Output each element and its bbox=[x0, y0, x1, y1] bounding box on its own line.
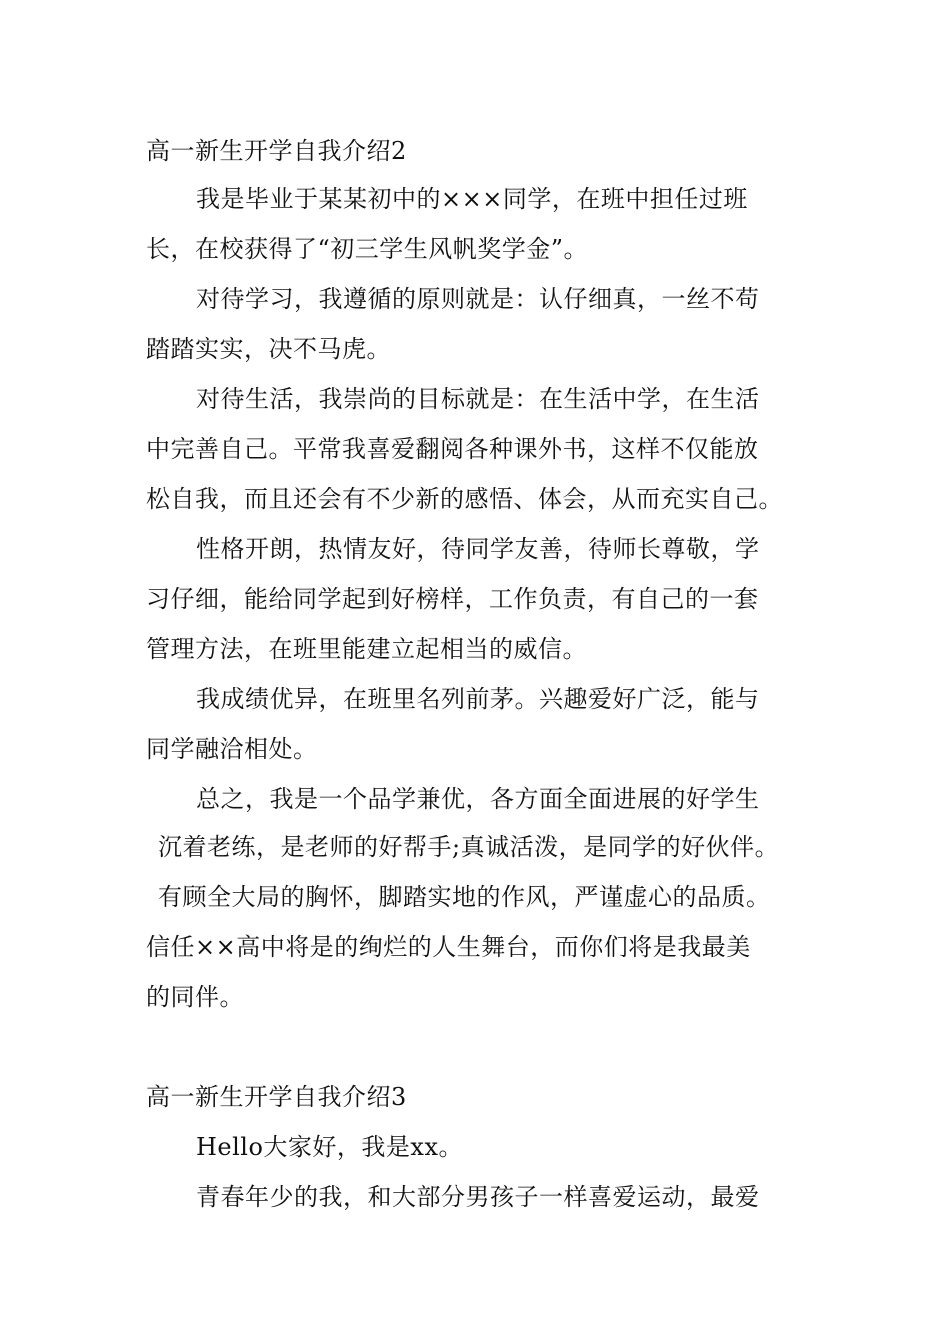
paragraph-line: 总之，我是一个品学兼优，各方面全面进展的好学生 bbox=[196, 785, 760, 813]
paragraph-line: 性格开朗，热情友好，待同学友善，待师长尊敬，学 bbox=[196, 535, 760, 563]
section-title: 高一新生开学自我介绍3 bbox=[146, 1083, 407, 1111]
paragraph-line: 沉着老练，是老师的好帮手;真诚活泼，是同学的好伙伴。 bbox=[158, 833, 780, 861]
paragraph-line: 管理方法，在班里能建立起相当的威信。 bbox=[146, 635, 587, 663]
paragraph-line: 对待学习，我遵循的原则就是：认仔细真，一丝不苟 bbox=[196, 285, 760, 313]
paragraph-line: 信任××高中将是的绚烂的人生舞台，而你们将是我最美 bbox=[146, 933, 751, 961]
paragraph-line: 松自我，而且还会有不少新的感悟、体会，从而充实自己。 bbox=[146, 485, 783, 513]
paragraph-line: 踏踏实实，决不马虎。 bbox=[146, 335, 391, 363]
paragraph-line: 习仔细，能给同学起到好榜样，工作负责，有自己的一套 bbox=[146, 585, 759, 613]
paragraph-line: 中完善自己。平常我喜爱翻阅各种课外书，这样不仅能放 bbox=[146, 435, 759, 463]
paragraph-line: Hello大家好，我是xx。 bbox=[196, 1133, 464, 1161]
section-title: 高一新生开学自我介绍2 bbox=[146, 137, 407, 165]
paragraph-line: 青春年少的我，和大部分男孩子一样喜爱运动，最爱 bbox=[196, 1183, 760, 1211]
paragraph-line: 同学融洽相处。 bbox=[146, 735, 318, 763]
paragraph-line: 我成绩优异，在班里名列前茅。兴趣爱好广泛，能与 bbox=[196, 685, 760, 713]
paragraph-line: 对待生活，我崇尚的目标就是：在生活中学，在生活 bbox=[196, 385, 760, 413]
paragraph-line: 有顾全大局的胸怀，脚踏实地的作风，严谨虚心的品质。 bbox=[158, 883, 771, 911]
paragraph-line: 长，在校获得了“初三学生风帆奖学金”。 bbox=[146, 235, 589, 263]
paragraph-line: 的同伴。 bbox=[146, 983, 244, 1011]
paragraph-line: 我是毕业于某某初中的×××同学，在班中担任过班 bbox=[196, 185, 748, 213]
